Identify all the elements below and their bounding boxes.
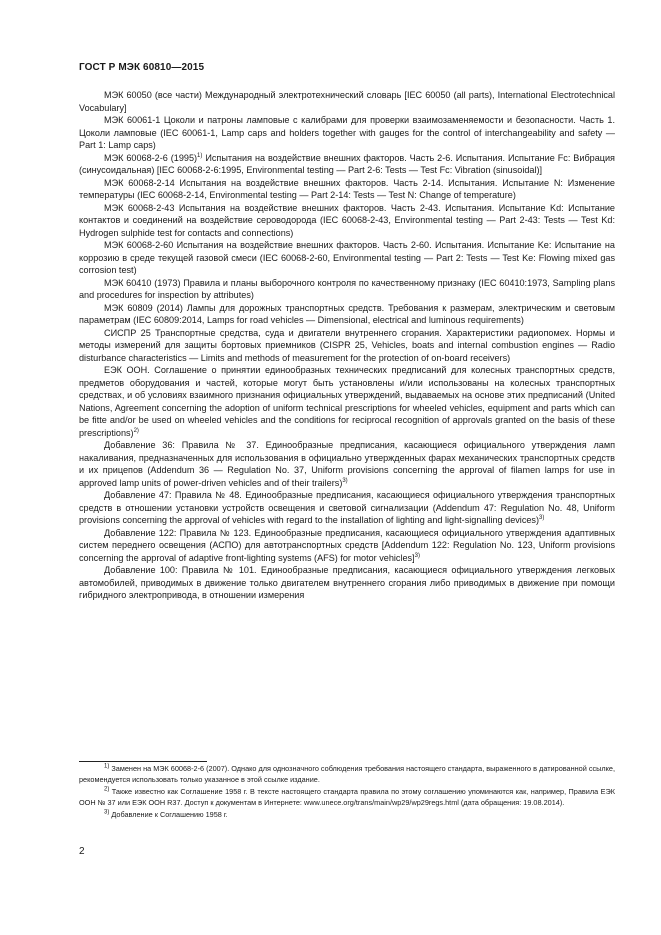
paragraph: МЭК 60068-2-60 Испытания на воздействие внешних факторов. Часть 2-60. Испытания. Испытание Ke: Испытание на коррозию в среде текущей газовой смеси (IEC 60068-2-60, Environmental testing — Part 2: Tests — Test Ke: Flowing mixed gas corrosion test)	[79, 240, 615, 275]
footnotes	[79, 764, 615, 823]
footnote-ref: 2)	[133, 427, 139, 434]
footnote: $^{3)}$ Добавление к Соглашению 1958 г.	[104, 809, 228, 820]
paragraph: МЭК 60410 (1973) Правила и планы выборочного контроля по качественному признаку (IEC 60410:1973, Sampling plans and procedures for inspection by attributes)	[79, 277, 615, 300]
footnote-separator	[79, 761, 207, 762]
main-text	[79, 89, 615, 602]
paragraph: СИСПР 25 Транспортные средства, суда и двигатели внутреннего сгорания. Характеристики радиопомех. Нормы и методы измерений для защиты бортовых приемников (CISPR 25, Vehicles, boats and internal combustion engines — Radio disturbance characteristics — Limits and methods of measurement for the protection of on-board receivers)	[79, 327, 615, 363]
footnote-ref: 3)	[414, 552, 420, 559]
paragraph: ЕЭК ООН. Соглашение о принятии единообразных технических предписаний для колесных транспортных средств, предметов оборудования и частей, которые могут быть установлены и/или использованы на колесных транспортных средствах, и об условиях взаимного признания официальных утверждений, выдаваемых на основе этих предписаний (United Nations, Agreement concerning the adoption of uniform technical prescriptions for wheeled vehicles, equipment and parts which can be fitte and/or be used on wheeled vehicles and the conditions for reciprocal recognition of approvals granted on the basis of these prescriptions)$^{2)}$	[79, 365, 615, 438]
paragraph: МЭК 60061-1 Цоколи и патроны ламповые с калибрами для проверки взаимозаменяемости и безопасности. Часть 1. Цоколи ламповые (IEC 60061-1, Lamp caps and holders together with gauges for the control of interchangeability and safety — Part 1: Lamp caps)	[79, 115, 615, 150]
paragraph: МЭК 60068-2-14 Испытания на воздействие внешних факторов. Часть 2-14. Испытания. Испытание N: Изменение температуры (IEC 60068-2-14, Environmental testing — Part 2-14: Tests — Test N: Change of temperature)	[79, 177, 615, 200]
paragraph: МЭК 60809 (2014) Лампы для дорожных транспортных средств. Требования к размерам, электрическим и световым параметрам (IEC 60809:2014, Lamps for road vehicles — Dimensional, electrical and luminous requirements)	[79, 302, 615, 325]
paragraph: Добавление 100: Правила № 101. Единообразные предписания, касающиеся официального утверждения легковых автомобилей, приводимых в движение только двигателем внутреннего сгорания либо приводимых в движение при помощи гибридного электропривода, в отношении измерения	[79, 565, 615, 600]
footnote: $^{2)}$ Также известно как Соглашение 1958 г. В тексте настоящего стандарта правила по этому соглашению упоминаются как, например, Правила ЕЭК ООН № 37 или ЕЭК ООН R37. Доступ к документам в Интернете: www.unece.org/trans/main/wp29/wp29regs.html (дата обращения: 19.08.2014).	[79, 786, 615, 807]
footnote-ref: 3)	[342, 477, 348, 484]
document-header: ГОСТ Р МЭК 60810—2015	[79, 62, 205, 73]
footnote: $^{1)}$ Заменен на МЭК 60068-2-6 (2007). Однако для однозначного соблюдения требования настоящего стандарта, выраженного в датированной ссылке, рекомендуется использовать только указанное в этой ссылке издание.	[79, 763, 615, 784]
page-number: 2	[79, 846, 85, 857]
paragraph: Добавление 36: Правила № 37. Единообразные предписания, касающиеся официального утверждения ламп накаливания, предназначенных для использования в официально утвержденных фарах механических транспортных средств и их прицепов (Addendum 36 — Regulation No. 37, Uniform provisions concerning the approval of filamen lamps for use in approved lamp units of power-driven vehicles and of their trailers)$^{3)}$	[79, 440, 615, 488]
paragraph: Добавление 122: Правила № 123. Единообразные предписания, касающиеся официального утверждения адаптивных систем переднего освещения (АСПО) для автотранспортных средств [Addendum 122: Regulation No. 123, Uniform provisions concerning the approval of adaptive front-lighting systems (AFS) for motor vehicles]$^{3)}$	[79, 527, 615, 563]
paragraph: МЭК 60068-2-43 Испытания на воздействие внешних факторов. Часть 2-43. Испытания. Испытание Kd: Испытание контактов и соединений на воздействие сероводорода (IEC 60068-2-43, Environmental testing — Part 2-43: Tests — Test Kd: Hydrogen sulphide test for contacts and connections)	[79, 202, 615, 238]
paragraph: МЭК 60050 (все части) Международный электротехнический словарь [IEC 60050 (all parts), International Electrotechnical Vocabulary]	[79, 90, 615, 113]
footnote-ref: 1)	[197, 152, 203, 159]
footnote-ref: 3)	[539, 514, 545, 521]
paragraph: Добавление 47: Правила № 48. Единообразные предписания, касающиеся официального утверждения транспортных средств в отношении установки устройств освещения и световой сигнализации (Addendum 47: Regulation No. 48, Uniform provisions concerning the approval of vehicles with regard to the installation of lighting and light-signalling devices)$^{3)}$	[79, 490, 615, 525]
paragraph: МЭК 60068-2-6 $(1995)^{1)}$ Испытания на воздействие внешних факторов. Часть 2-6. Испытания. Испытание Fc: Вибрация (синусоидальная) [IEC 60068-2-6:1995, Environmental testing — Part 2-6: Tests — Test Fc: Vibration (sinusoidal)]	[79, 152, 615, 175]
